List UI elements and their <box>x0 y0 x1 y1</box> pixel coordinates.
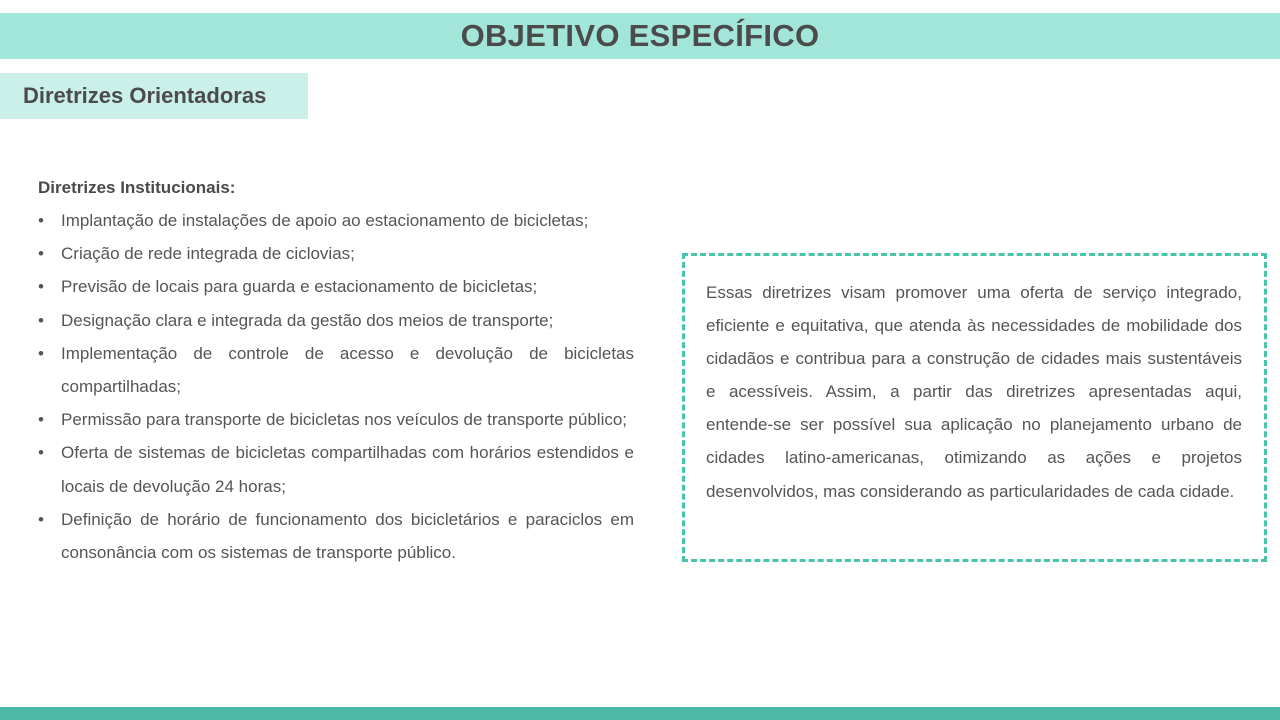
list-item-text: Implantação de instalações de apoio ao estacionamento de bicicletas; <box>61 211 589 230</box>
list-item <box>38 436 634 502</box>
list-item-text: Criação de rede integrada de ciclovias; <box>61 244 355 264</box>
bullet-icon: • <box>38 211 44 230</box>
bottom-band <box>0 707 1280 720</box>
bullet-icon: • <box>38 343 44 363</box>
list-item <box>38 237 634 270</box>
section-heading: Diretrizes Institucionais: <box>38 178 236 197</box>
list-item <box>38 337 634 403</box>
list-item-text: Previsão de locais para guarda e estacionamento de bicicletas; <box>61 277 538 297</box>
list-item <box>38 204 634 237</box>
guidelines-column <box>38 171 634 569</box>
list-item-text: Designação clara e integrada da gestão dos meios de transporte; <box>61 310 554 330</box>
bullet-icon: • <box>38 244 44 264</box>
list-item-text: Implementação de controle de acesso e devolução de bicicletas compartilhadas; <box>61 343 634 397</box>
guidelines-list <box>38 204 634 569</box>
list-item <box>38 503 634 569</box>
bullet-icon: • <box>38 410 44 430</box>
list-item-text: Permissão para transporte de bicicletas nos veículos de transporte público; <box>61 410 628 430</box>
bullet-icon: • <box>38 443 44 463</box>
slide-title: OBJETIVO ESPECÍFICO <box>460 18 820 53</box>
bullet-icon: • <box>38 310 44 330</box>
list-item <box>38 270 634 303</box>
list-item-text: Definição de horário de funcionamento dos bicicletários e paraciclos em consonância com os sistemas de transporte público. <box>61 509 634 563</box>
list-item <box>38 304 634 337</box>
list-item-text: Oferta de sistemas de bicicletas compartilhadas com horários estendidos e locais de devolução 24 horas; <box>61 443 634 496</box>
slide-subtitle: Diretrizes Orientadoras <box>23 83 267 108</box>
info-box-text: Essas diretrizes visam promover uma oferta de serviço integrado, eficiente e equitativa, que atenda às necessidades de mobilidade dos cidadãos e contribua para a construção de cidades mais sustentáveis e acessíveis. Assim, a partir das diretrizes apresentadas aqui, entende-se ser possível sua aplicação no planejamento urbano de cidades latino-americanas, otimizando as ações e projetos desenvolvidos, mas considerando as particularidades de cada cidade. <box>706 283 1242 501</box>
bullet-icon: • <box>38 509 44 529</box>
list-item <box>38 403 634 436</box>
bullet-icon: • <box>38 277 44 297</box>
